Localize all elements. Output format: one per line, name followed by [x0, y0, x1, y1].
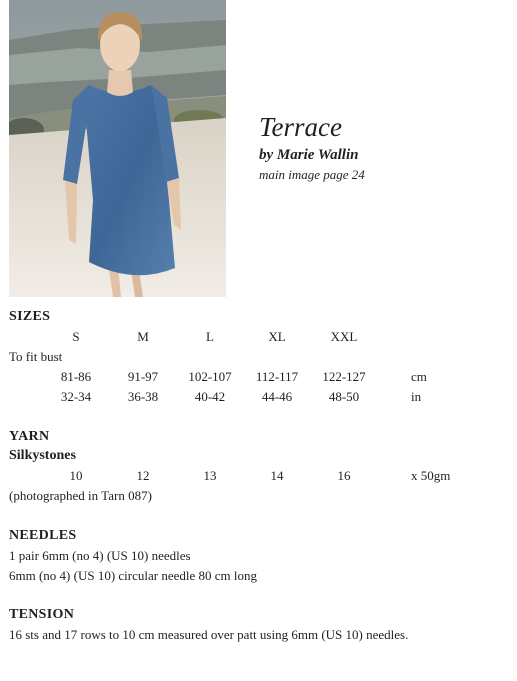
size-label: XXL — [330, 329, 358, 344]
bust-in-value: 44-46 — [261, 389, 293, 404]
needles-line: 1 pair 6mm (no 4) (US 10) needles — [9, 548, 191, 563]
yarn-amount: 16 — [337, 468, 351, 483]
yarn-amount: 10 — [69, 468, 83, 483]
bust-in-value: 40-42 — [194, 389, 226, 404]
size-label: L — [206, 329, 214, 344]
main-image-reference: main image page 24 — [259, 167, 365, 182]
cm-unit: cm — [411, 369, 427, 384]
yarn-amount: 12 — [136, 468, 150, 483]
in-unit: in — [411, 389, 422, 404]
bust-cm-value: 122-127 — [322, 369, 366, 384]
bust-cm-value: 91-97 — [127, 369, 159, 384]
yarn-name: Silkystones — [9, 448, 76, 463]
tension-heading: TENSION — [9, 607, 75, 622]
pattern-photo — [9, 0, 226, 297]
yarn-photographed-note: (photographed in Tarn 087) — [9, 488, 152, 503]
needles-heading: NEEDLES — [9, 528, 77, 543]
yarn-amount: 13 — [203, 468, 217, 483]
size-label: S — [72, 329, 80, 344]
size-label: XL — [268, 329, 286, 344]
pattern-title: Terrace — [259, 112, 343, 142]
yarn-heading: YARN — [9, 429, 50, 444]
bust-in-value: 32-34 — [60, 389, 92, 404]
model-photo-illustration — [9, 0, 226, 297]
tension-text: 16 sts and 17 rows to 10 cm measured over patt using 6mm (US 10) needles. — [9, 627, 409, 642]
bust-cm-value: 102-107 — [188, 369, 232, 384]
bust-in-value: 48-50 — [328, 389, 360, 404]
bust-in-value: 36-38 — [127, 389, 159, 404]
yarn-amount: 14 — [270, 468, 284, 483]
needles-line: 6mm (no 4) (US 10) circular needle 80 cm long — [9, 568, 258, 583]
size-label: M — [137, 329, 149, 344]
designer-byline: by Marie Wallin — [259, 147, 359, 163]
bust-cm-value: 112-117 — [255, 369, 299, 384]
bust-cm-value: 81-86 — [60, 369, 92, 384]
yarn-unit: x 50gm — [411, 468, 451, 483]
sizes-heading: SIZES — [9, 309, 51, 324]
fit-bust-label: To fit bust — [9, 349, 63, 364]
